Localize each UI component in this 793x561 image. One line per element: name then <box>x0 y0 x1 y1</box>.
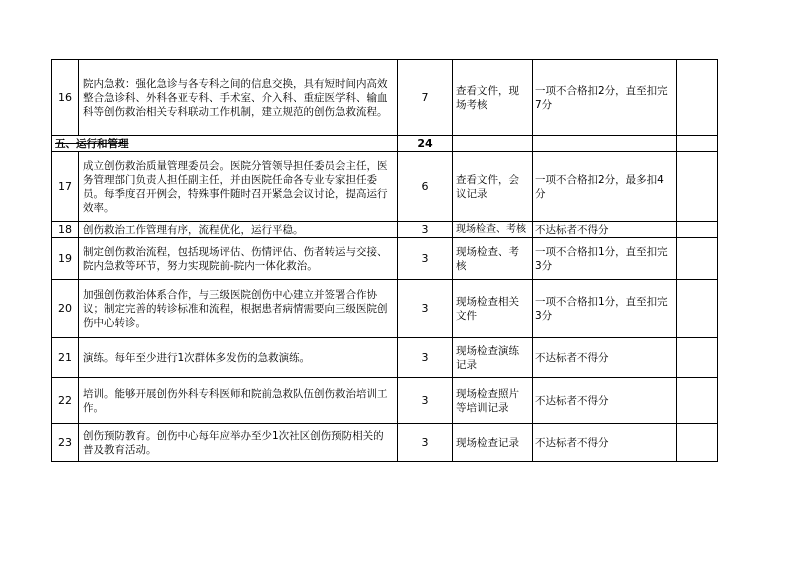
row-remark <box>677 280 718 338</box>
row-method: 现场检查相关文件 <box>453 280 533 338</box>
row-method: 现场检查、考核 <box>453 222 533 238</box>
row-rule: 一项不合格扣1分，直至扣完3分 <box>533 238 677 280</box>
row-content: 培训。能够开展创伤外科专科医师和院前急救队伍创伤救治培训工作。 <box>79 378 398 424</box>
row-number: 20 <box>52 280 79 338</box>
table-row <box>52 338 718 378</box>
row-score: 6 <box>398 152 453 222</box>
row-content: 制定创伤救治流程，包括现场评估、伤情评估、伤者转运与交接、院内急救等环节，努力实现院前-院内一体化救治。 <box>79 238 398 280</box>
row-score: 3 <box>398 424 453 462</box>
row-rule: 不达标者不得分 <box>533 378 677 424</box>
row-method: 现场检查、考核 <box>453 238 533 280</box>
row-score: 7 <box>398 60 453 136</box>
row-content: 加强创伤救治体系合作，与三级医院创伤中心建立并签署合作协议；制定完善的转诊标准和流程，根据患者病情需要向三级医院创伤中心转诊。 <box>79 280 398 338</box>
row-number: 22 <box>52 378 79 424</box>
row-remark <box>677 424 718 462</box>
row-remark <box>677 378 718 424</box>
row-rule: 一项不合格扣2分，直至扣完7分 <box>533 60 677 136</box>
section-empty-cell <box>533 136 677 152</box>
criteria-table <box>51 59 718 462</box>
row-remark <box>677 152 718 222</box>
table-row <box>52 152 718 222</box>
row-number: 21 <box>52 338 79 378</box>
row-score: 3 <box>398 338 453 378</box>
table-row <box>52 280 718 338</box>
row-rule: 不达标者不得分 <box>533 222 677 238</box>
row-method: 现场检查记录 <box>453 424 533 462</box>
row-rule: 一项不合格扣2分，最多扣4分 <box>533 152 677 222</box>
table-row <box>52 378 718 424</box>
row-score: 3 <box>398 280 453 338</box>
row-content: 院内急救：强化急诊与各专科之间的信息交换，具有短时间内高效整合急诊科、外科各亚专科、手术室、介入科、重症医学科、输血科等创伤救治相关专科联动工作机制，建立规范的创伤急救流程。 <box>79 60 398 136</box>
row-number: 19 <box>52 238 79 280</box>
row-score: 3 <box>398 222 453 238</box>
table-row <box>52 424 718 462</box>
row-method: 现场检查照片等培训记录 <box>453 378 533 424</box>
section-score: 24 <box>398 136 453 152</box>
table-row <box>52 222 718 238</box>
row-remark <box>677 338 718 378</box>
row-content: 演练。每年至少进行1次群体多发伤的急救演练。 <box>79 338 398 378</box>
table-row <box>52 238 718 280</box>
section-empty-cell <box>677 136 718 152</box>
row-number: 23 <box>52 424 79 462</box>
row-content: 成立创伤救治质量管理委员会。医院分管领导担任委员会主任，医务管理部门负责人担任副主任，并由医院任命各专业专家担任委员。每季度召开例会，特殊事件随时召开紧急会议讨论，提高运行效率。 <box>79 152 398 222</box>
row-remark <box>677 222 718 238</box>
row-number: 18 <box>52 222 79 238</box>
row-content: 创伤救治工作管理有序，流程优化，运行平稳。 <box>79 222 398 238</box>
section-header-row <box>52 136 718 152</box>
section-title: 五、运行和管理 <box>52 136 398 152</box>
row-number: 16 <box>52 60 79 136</box>
row-rule: 不达标者不得分 <box>533 424 677 462</box>
row-content: 创伤预防教育。创伤中心每年应举办至少1次社区创伤预防相关的普及教育活动。 <box>79 424 398 462</box>
section-empty-cell <box>453 136 533 152</box>
row-rule: 一项不合格扣1分，直至扣完3分 <box>533 280 677 338</box>
row-score: 3 <box>398 378 453 424</box>
row-number: 17 <box>52 152 79 222</box>
row-rule: 不达标者不得分 <box>533 338 677 378</box>
row-remark <box>677 60 718 136</box>
row-remark <box>677 238 718 280</box>
row-method: 查看文件，会议记录 <box>453 152 533 222</box>
row-method: 现场检查演练记录 <box>453 338 533 378</box>
row-method: 查看文件，现场考核 <box>453 60 533 136</box>
table-row <box>52 60 718 136</box>
row-score: 3 <box>398 238 453 280</box>
